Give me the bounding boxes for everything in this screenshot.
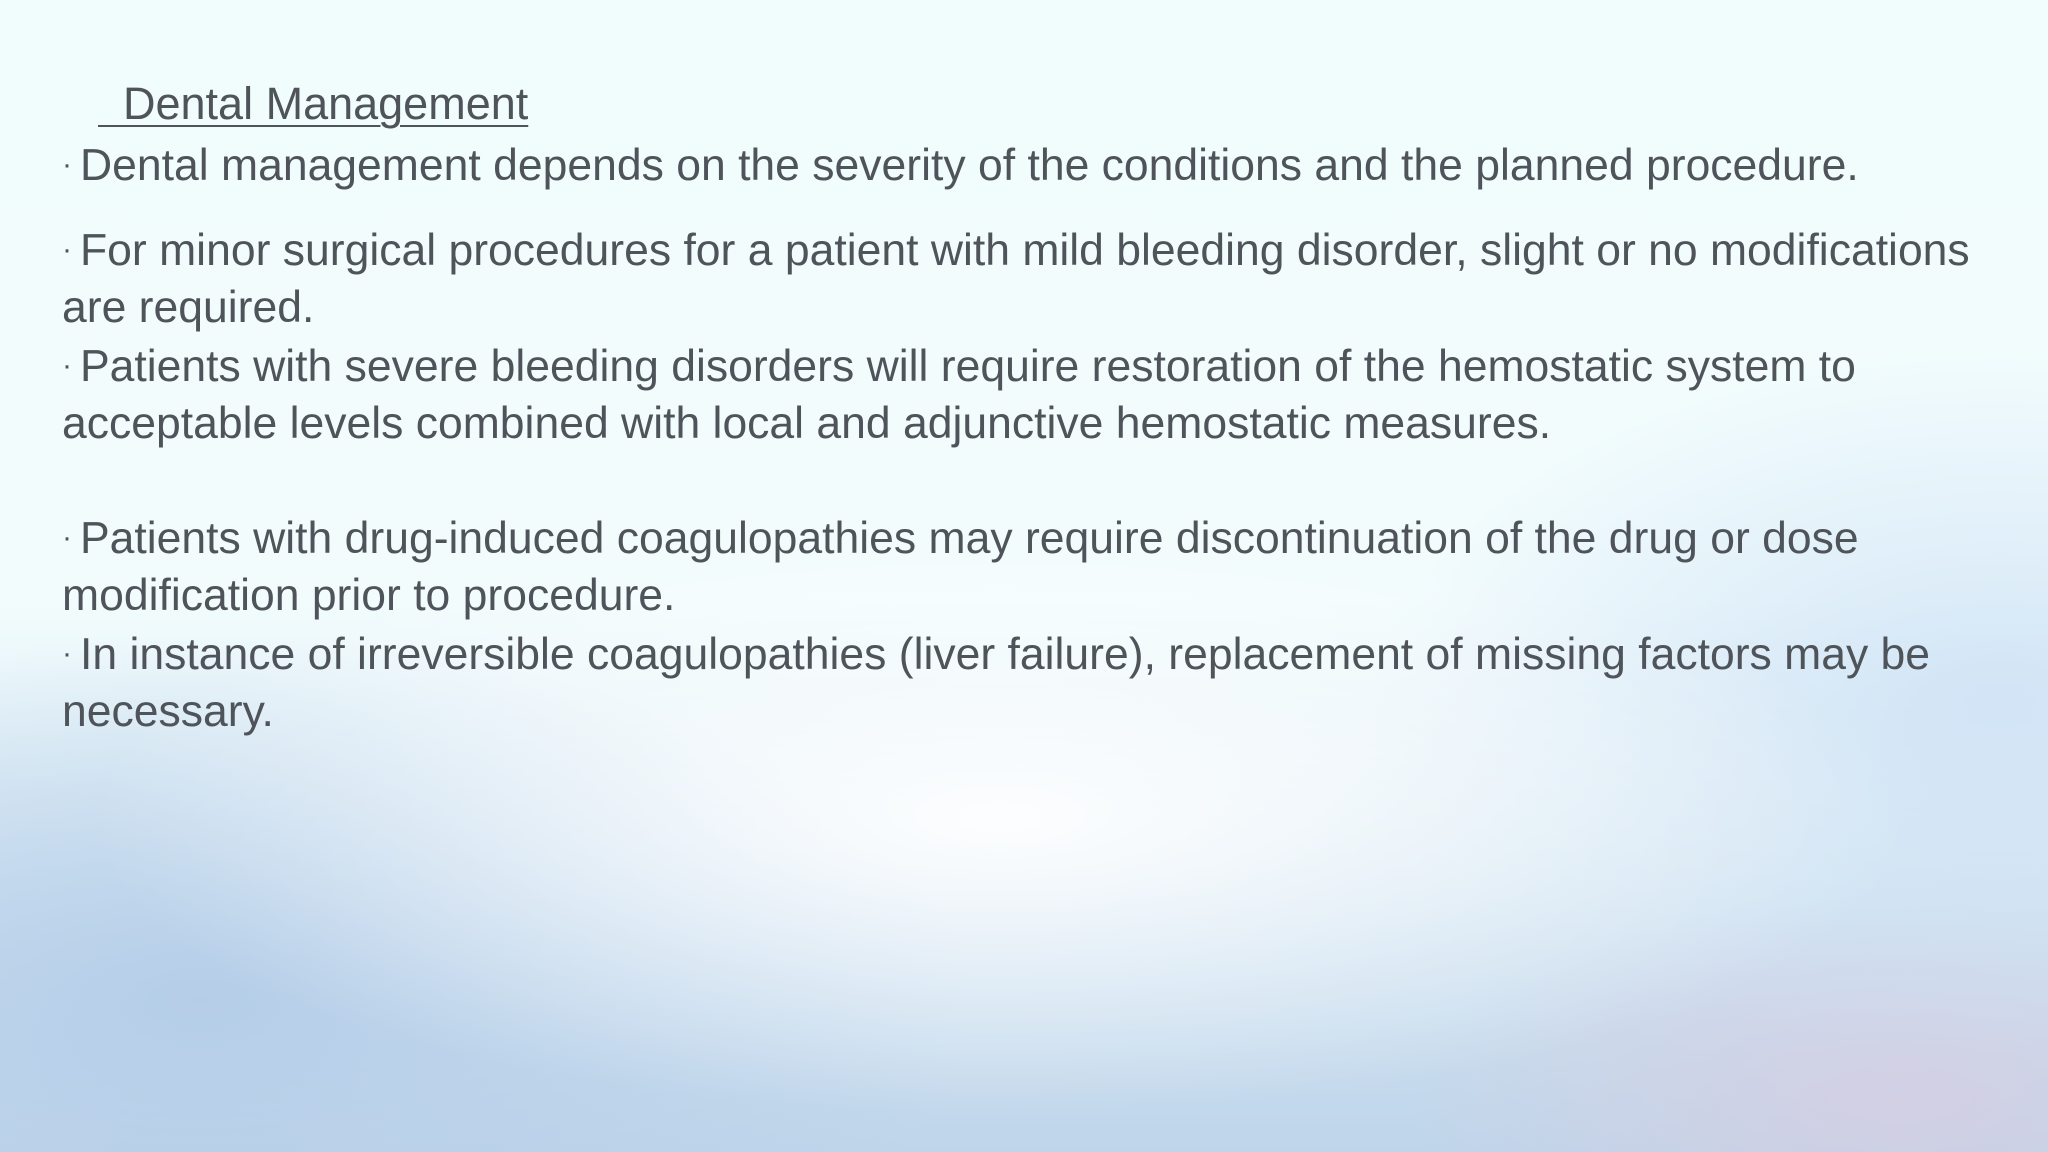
- slide-title: Dental Management: [98, 78, 529, 129]
- bullet-text: Patients with severe bleeding disorders will require restoration of the hemostatic system to acceptable levels combined with local and adjunctive hemostatic measures.: [62, 341, 1856, 448]
- bullet-text: Dental management depends on the severity of the conditions and the planned procedure.: [80, 141, 1859, 190]
- bullet-dot: ·: [62, 148, 72, 181]
- bullet-item: [62, 221, 2022, 337]
- slide-body: [62, 136, 2022, 741]
- bullet-dot: ·: [62, 232, 72, 266]
- bullet-dot: ·: [62, 520, 72, 554]
- spacer: [62, 453, 2022, 509]
- bullet-text: Patients with drug-induced coagulopathies may require discontinuation of the drug or dose modification prior to procedure.: [62, 513, 1859, 620]
- bullet-dot: ·: [62, 348, 72, 382]
- spacer: [62, 195, 2022, 221]
- bullet-text: In instance of irreversible coagulopathies (liver failure), replacement of missing factors may be necessary.: [62, 629, 1931, 736]
- bullet-text: For minor surgical procedures for a patient with mild bleeding disorder, slight or no modifications are required.: [62, 225, 1970, 332]
- bullet-item: [62, 625, 2022, 741]
- bullet-dot: ·: [62, 636, 72, 670]
- bullet-item: [62, 337, 2022, 453]
- bullet-item: [62, 509, 2022, 625]
- bullet-item: [62, 136, 2022, 195]
